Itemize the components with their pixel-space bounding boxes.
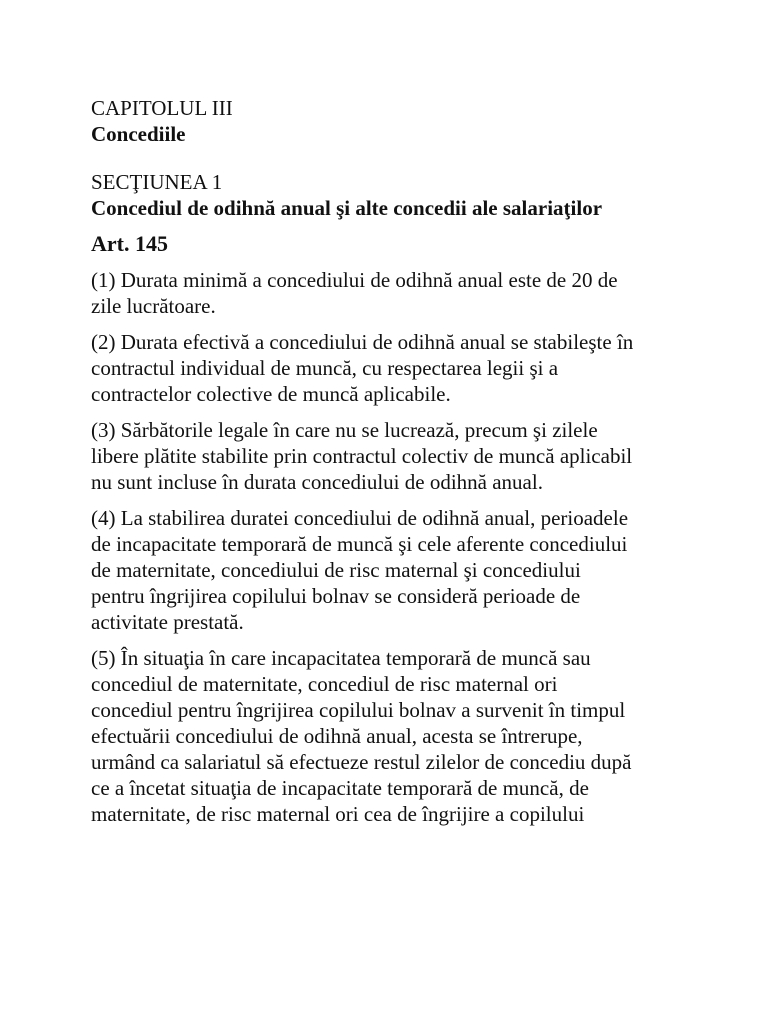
paragraph-line: maternitate, de risc maternal ori cea de îngrijire a copilului [91,802,585,826]
paragraph-line: zile lucrătoare. [91,294,216,318]
paragraph-line: (4) La stabilirea duratei concediului de odihnă anual, perioadele [91,506,629,530]
paragraph-line: nu sunt incluse în durata concediului de odihnă anual. [91,470,543,494]
paragraph-line: (1) Durata minimă a concediului de odihnă anual este de 20 de [91,268,618,292]
paragraph-5 [91,645,690,827]
chapter-label: CAPITOLUL III [91,96,233,120]
paragraph-line: de incapacitate temporară de muncă şi cele aferente concediului [91,532,628,556]
paragraph-line: (5) În situaţia în care incapacitatea temporară de muncă sau [91,646,591,670]
paragraph-line: pentru îngrijirea copilului bolnav se consideră perioade de [91,584,581,608]
paragraph-line: contractul individual de muncă, cu respectarea legii şi a [91,356,559,380]
paragraph-2 [91,329,690,407]
paragraph-line: efectuării concediului de odihnă anual, acesta se întrerupe, [91,724,583,748]
paragraph-3 [91,417,690,495]
chapter-title: Concediile [91,122,186,146]
paragraph-1 [91,267,690,319]
paragraph-4 [91,505,690,635]
paragraph-line: (3) Sărbătorile legale în care nu se lucrează, precum şi zilele [91,418,598,442]
paragraph-line: libere plătite stabilite prin contractul colectiv de muncă aplicabil [91,444,633,468]
section-label: SECŢIUNEA 1 [91,170,223,194]
paragraph-line: activitate prestată. [91,610,244,634]
paragraph-line: concediul pentru îngrijirea copilului bolnav a survenit în timpul [91,698,626,722]
section-heading [91,169,690,221]
paragraph-line: (2) Durata efectivă a concediului de odihnă anual se stabileşte în [91,330,634,354]
article-title: Art. 145 [91,231,168,256]
paragraph-line: urmând ca salariatul să efectueze restul zilelor de concediu după [91,750,632,774]
paragraph-line: ce a încetat situaţia de incapacitate temporară de muncă, de [91,776,589,800]
chapter-heading [91,95,690,147]
paragraph-line: contractelor colective de muncă aplicabile. [91,382,451,406]
section-title: Concediul de odihnă anual şi alte concedii ale salariaţilor [91,196,603,220]
paragraph-line: de maternitate, concediului de risc maternal şi concediului [91,558,581,582]
paragraph-line: concediul de maternitate, concediul de risc maternal ori [91,672,558,696]
